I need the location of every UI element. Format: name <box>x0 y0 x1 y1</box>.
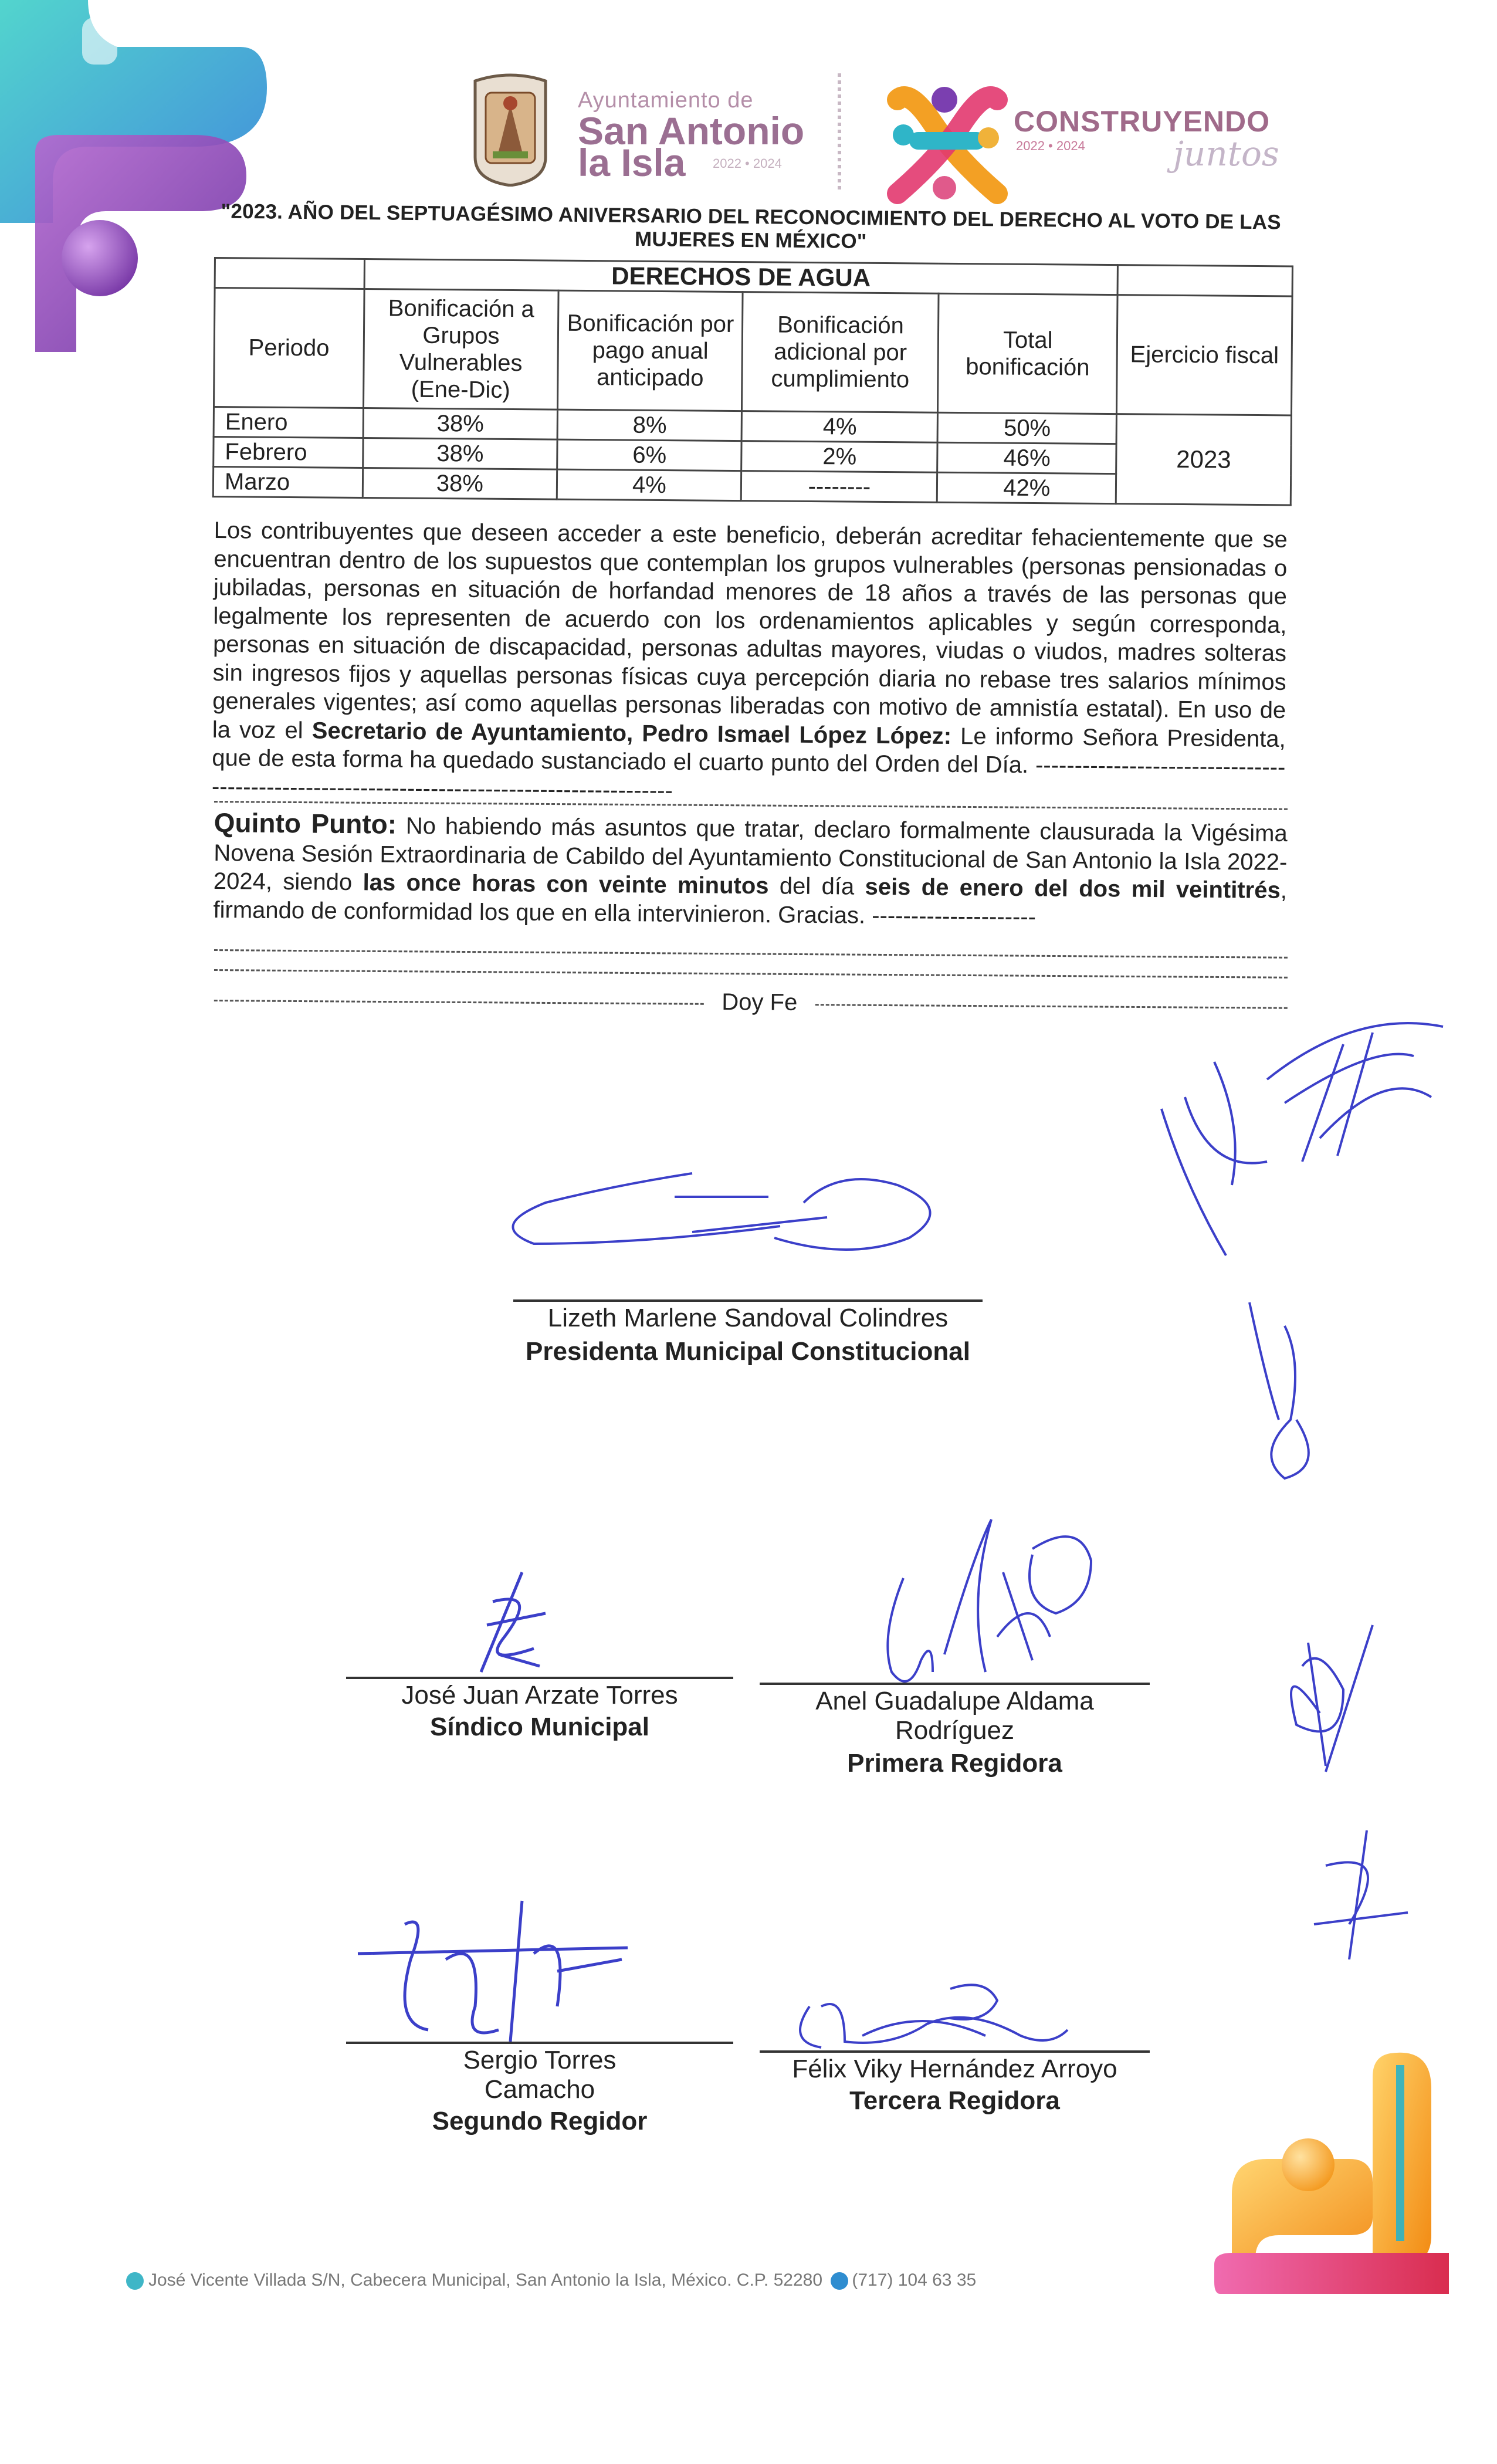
paragraph-text: No habiendo más asuntos que tratar, declaro formalmente clausurada la Vigésima Novena Sesión Extraordinaria de Cabildo del Ayuntamiento Constitucional de San Antonio la Isla 2022-2024, siendo <box>213 813 1288 896</box>
table-header: Total bonificación <box>938 293 1117 414</box>
signer-name: Félix Viky Hernández Arroyo <box>792 2055 1117 2083</box>
table-cell: 38% <box>363 408 558 440</box>
table-cell: 38% <box>363 468 557 500</box>
margin-signatures <box>1150 1009 1478 1959</box>
bottom-right-decoration <box>1197 2042 1497 2323</box>
brand-title: CONSTRUYENDO <box>1014 105 1271 138</box>
paragraph-text: del día <box>779 873 855 900</box>
signer-role: Síndico Municipal <box>429 1712 650 1741</box>
signer-name <box>760 1687 1150 1745</box>
signer-role: Presidenta Municipal Constitucional <box>526 1337 970 1366</box>
signer-name: Lizeth Marlene Sandoval Colindres <box>547 1304 949 1332</box>
signature-line <box>760 1683 1150 1685</box>
signer-role: Primera Regidora <box>847 1749 1062 1778</box>
table-cell: 42% <box>937 472 1116 503</box>
table-cell: Marzo <box>213 467 363 498</box>
table-cell: 2% <box>741 441 937 473</box>
municipality-name-line1: San Antonio <box>578 109 805 153</box>
signature-sindico <box>458 1566 557 1684</box>
dashed-rule <box>214 949 1288 959</box>
phone-icon <box>831 2272 848 2290</box>
table-cell: 50% <box>938 412 1117 444</box>
table-header-row <box>214 288 1292 415</box>
table-cell: 46% <box>937 442 1116 473</box>
table-header: Bonificación adicional por cumplimiento <box>742 292 939 413</box>
paragraph-text: Le informo Señora Presidenta, que de esta forma ha quedado sustanciado el cuarto punto del Orden del Día. ------------------------------------------------------------------------------------------- <box>211 723 1286 804</box>
signer-name: José Juan Arzate Torres <box>401 1681 678 1710</box>
table-cell: 4% <box>557 469 741 500</box>
fifth-point-heading: Quinto Punto: <box>214 807 397 840</box>
signer-name-text: Anel Guadalupe Aldama Rodríguez <box>815 1687 1094 1745</box>
signature-line <box>760 2050 1150 2053</box>
doy-fe-label: Doy Fe <box>722 989 798 1016</box>
brand-script: juntos <box>1173 134 1279 174</box>
municipality-prefix: Ayuntamiento de <box>578 88 754 113</box>
header-divider <box>838 73 841 191</box>
footer-contact <box>126 2270 976 2290</box>
table-cell: 38% <box>363 438 557 470</box>
signature-line <box>346 1677 733 1679</box>
water-rights-table <box>212 257 1293 506</box>
speaker-name: Secretario de Ayuntamiento, Pedro Ismael López López: <box>311 717 952 749</box>
table-header: Periodo <box>214 288 364 408</box>
paragraph-text: , firmando de conformidad los que en ella intervinieron. Gracias. --------------------- <box>213 877 1287 930</box>
signature-presidenta <box>499 1162 1027 1285</box>
table-cell: Enero <box>214 407 363 438</box>
table-title: DERECHOS DE AGUA <box>364 259 1118 295</box>
table-cell: -------- <box>741 471 937 503</box>
signer-role: Tercera Regidora <box>849 2086 1060 2115</box>
table-header: Ejercicio fiscal <box>1117 295 1292 415</box>
signer-name: Sergio Torres Camacho <box>463 2046 617 2104</box>
table-cell: 6% <box>557 439 741 471</box>
paragraph-fifth-point <box>213 808 1288 933</box>
dashed-rule <box>214 969 1288 979</box>
signer-role: Segundo Regidor <box>432 2107 648 2135</box>
table-cell: 8% <box>557 409 741 441</box>
municipality-years: 2022 • 2024 <box>713 156 782 171</box>
construyendo-juntos-logo <box>886 76 1009 205</box>
footer-phone: (717) 104 63 35 <box>852 2270 977 2290</box>
table-header: Bonificación a Grupos Vulnerables (Ene-Dic) <box>363 289 558 410</box>
closing-time: las once horas con veinte minutos <box>363 869 769 899</box>
signature-segundo-regidor <box>346 1889 639 2053</box>
doy-fe-row <box>214 986 1288 1023</box>
table-header: Bonificación por pago anual anticipado <box>558 290 743 411</box>
brand-years: 2022 • 2024 <box>1016 138 1085 153</box>
signature-line <box>346 2042 733 2044</box>
signature-line <box>513 1299 983 1302</box>
municipal-seal-logo <box>469 69 551 187</box>
footer-address: José Vicente Villada S/N, Cabecera Municipal, San Antonio la Isla, México. C.P. 52280 <box>148 2270 823 2290</box>
fiscal-year-cell: 2023 <box>1116 414 1291 505</box>
municipality-name-line2: la Isla <box>578 141 686 184</box>
closing-date: seis de enero del dos mil veintitrés <box>865 874 1281 903</box>
table-cell: Febrero <box>214 437 363 468</box>
location-icon <box>126 2272 144 2290</box>
year-slogan: "2023. AÑO DEL SEPTUAGÉSIMO ANIVERSARIO DEL RECONOCIMIENTO DEL DERECHO AL VOTO DE LAS MUJERES EN MÉXICO" <box>221 199 1281 253</box>
table-cell: 4% <box>741 411 937 443</box>
paragraph-text: Los contribuyentes que deseen acceder a este beneficio, deberán acreditar fehacientemente que se encuentran dentro de los supuestos que contemplan los grupos vulnerables (personas pensionadas o jubiladas, personas en situación de horfandad menores de 18 años a través de las personas que legalmente los representen de acuerdo con los ordenamientos aplicables y según corresponda, personas en situación de discapacidad, personas adultas mayores, viudas o viudos, madres solteras sin ingresos fijos y aquellas personas físicas cuya percepción diaria no rebase tres salarios mínimos generales vigentes; así como aquellas personas liberadas con motivo de amnistía estatal). En uso de la voz el <box>212 517 1288 743</box>
paragraph-eligibility <box>212 516 1288 810</box>
